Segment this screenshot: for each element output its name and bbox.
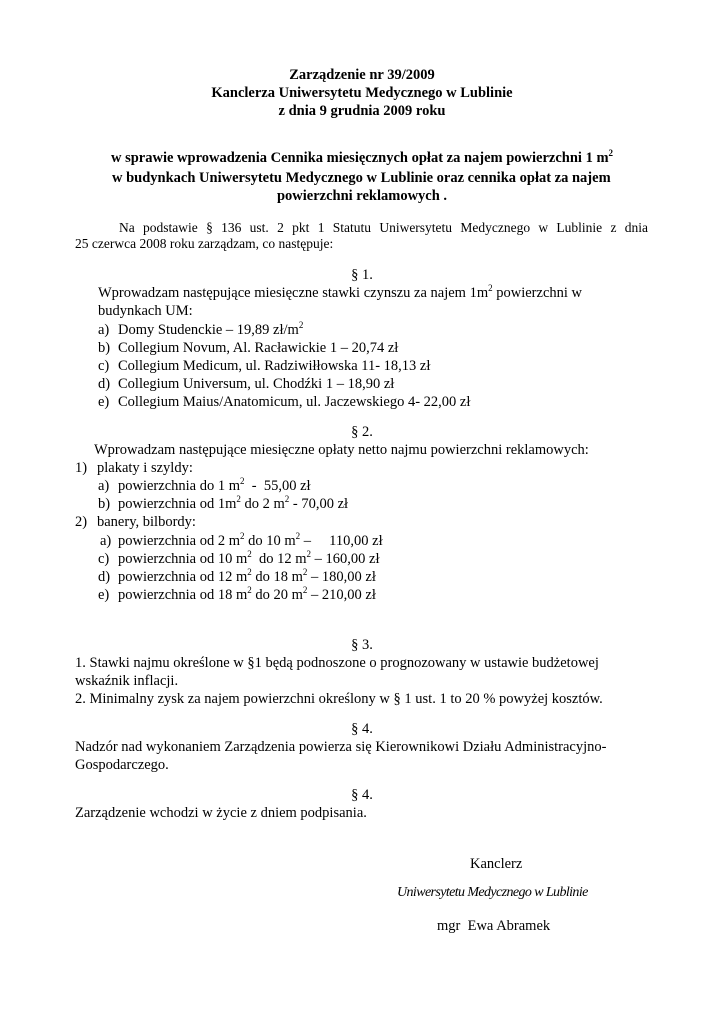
list-item: c) powierzchnia od 10 $m^2$ do 12 $m^2 - 160,00$ zł — [98, 549, 380, 567]
subject-line-3: powierzchni reklamowych . — [276, 188, 448, 204]
list-item: b) Collegium Novum, Al. Racławickie 1 – 20,74 zł — [98, 340, 399, 356]
signature-title: Kanclerz — [470, 856, 523, 872]
section-2-heading: § 2. — [351, 424, 373, 440]
signature-unit: Uniwersytetu Medycznego w Lublinie — [397, 885, 588, 900]
subject-line-1: w sprawie wprowadzenia Cennika miesięcznych opłat za najem powierzchni 1 $m^2$ — [111, 148, 614, 166]
list-item: c) Collegium Medicum, ul. Radziwiłłowska 11- 18,13 zł — [98, 358, 431, 374]
list-item: d) powierzchnia od 12 $m^2$ do 18 $m^2 - 180,00$ zł — [98, 567, 376, 585]
list-group-2: 2) banery, bilbordy: — [75, 514, 196, 530]
document-issuer: Kanclerza Uniwersytetu Medycznego w Lublinie — [211, 85, 513, 101]
section-4-heading: § 4. — [351, 721, 373, 737]
preamble-line-2: 25 czerwca 2008 roku zarządzam, co następuje: — [75, 236, 334, 251]
section-3-point-1-cont: wskaźnik inflacji. — [75, 673, 179, 689]
document-title: Zarządzenie nr 39/2009 — [289, 67, 435, 83]
document-date: z dnia 9 grudnia 2009 roku — [278, 103, 446, 119]
list-item: a) powierzchnia do 1 $m^2 - 55,00$ zł — [98, 476, 311, 494]
section-3-point-2: 2. Minimalny zysk za najem powierzchni określony w § 1 ust. 1 to 20 % powyżej kosztów. — [75, 691, 603, 707]
section-1-intro-line-2: budynkach UM: — [98, 303, 193, 319]
section-4-text-cont: Gospodarczego. — [75, 757, 169, 773]
list-group-1: 1) plakaty i szyldy: — [75, 460, 193, 476]
preamble-line-1: Na podstawie § 136 ust. 2 pkt 1 Statutu Uniwersytetu Medycznego w Lublinie z dnia — [119, 220, 648, 235]
section-3-heading: § 3. — [351, 637, 373, 653]
list-item: e) powierzchnia od 18 $m^2$ do 20 $m^2 - 210,00$ zł — [98, 585, 376, 603]
section-5-heading: § 4. — [351, 787, 373, 803]
section-1-heading: § 1. — [351, 267, 373, 283]
section-5-text: Zarządzenie wchodzi w życie z dniem podpisania. — [75, 805, 367, 821]
list-item: d) Collegium Universum, ul. Chodźki 1 – 18,90 zł — [98, 376, 395, 392]
section-3-point-1: 1. Stawki najmu określone w §1 będą podnoszone o prognozowany w ustawie budżetowej — [75, 655, 599, 671]
list-item: b) powierzchnia od $1m^2$ do 2 $m^2 - 70,00$ zł — [98, 494, 349, 512]
list-item: a) Domy Studenckie – 19,89 $zł/m^2$ — [98, 320, 304, 338]
signature-name: mgr Ewa Abramek — [437, 918, 551, 934]
list-item: e) Collegium Maius/Anatomicum, ul. Jaczewskiego 4- 22,00 zł — [98, 394, 471, 410]
subject-line-2: w budynkach Uniwersytetu Medycznego w Lublinie oraz cennika opłat za najem — [112, 170, 611, 186]
section-4-text: Nadzór nad wykonaniem Zarządzenia powierza się Kierownikowi Działu Administracyjno- — [75, 739, 607, 755]
section-2-intro: Wprowadzam następujące miesięczne opłaty netto najmu powierzchni reklamowych: — [94, 442, 589, 458]
section-1-intro: Wprowadzam następujące miesięczne stawki czynszu za najem $1m^2$ powierzchni w — [98, 283, 583, 301]
list-item: a) powierzchnia od 2 $m^2$ do 10 $m^2$ – 110,00 zł — [100, 531, 383, 549]
